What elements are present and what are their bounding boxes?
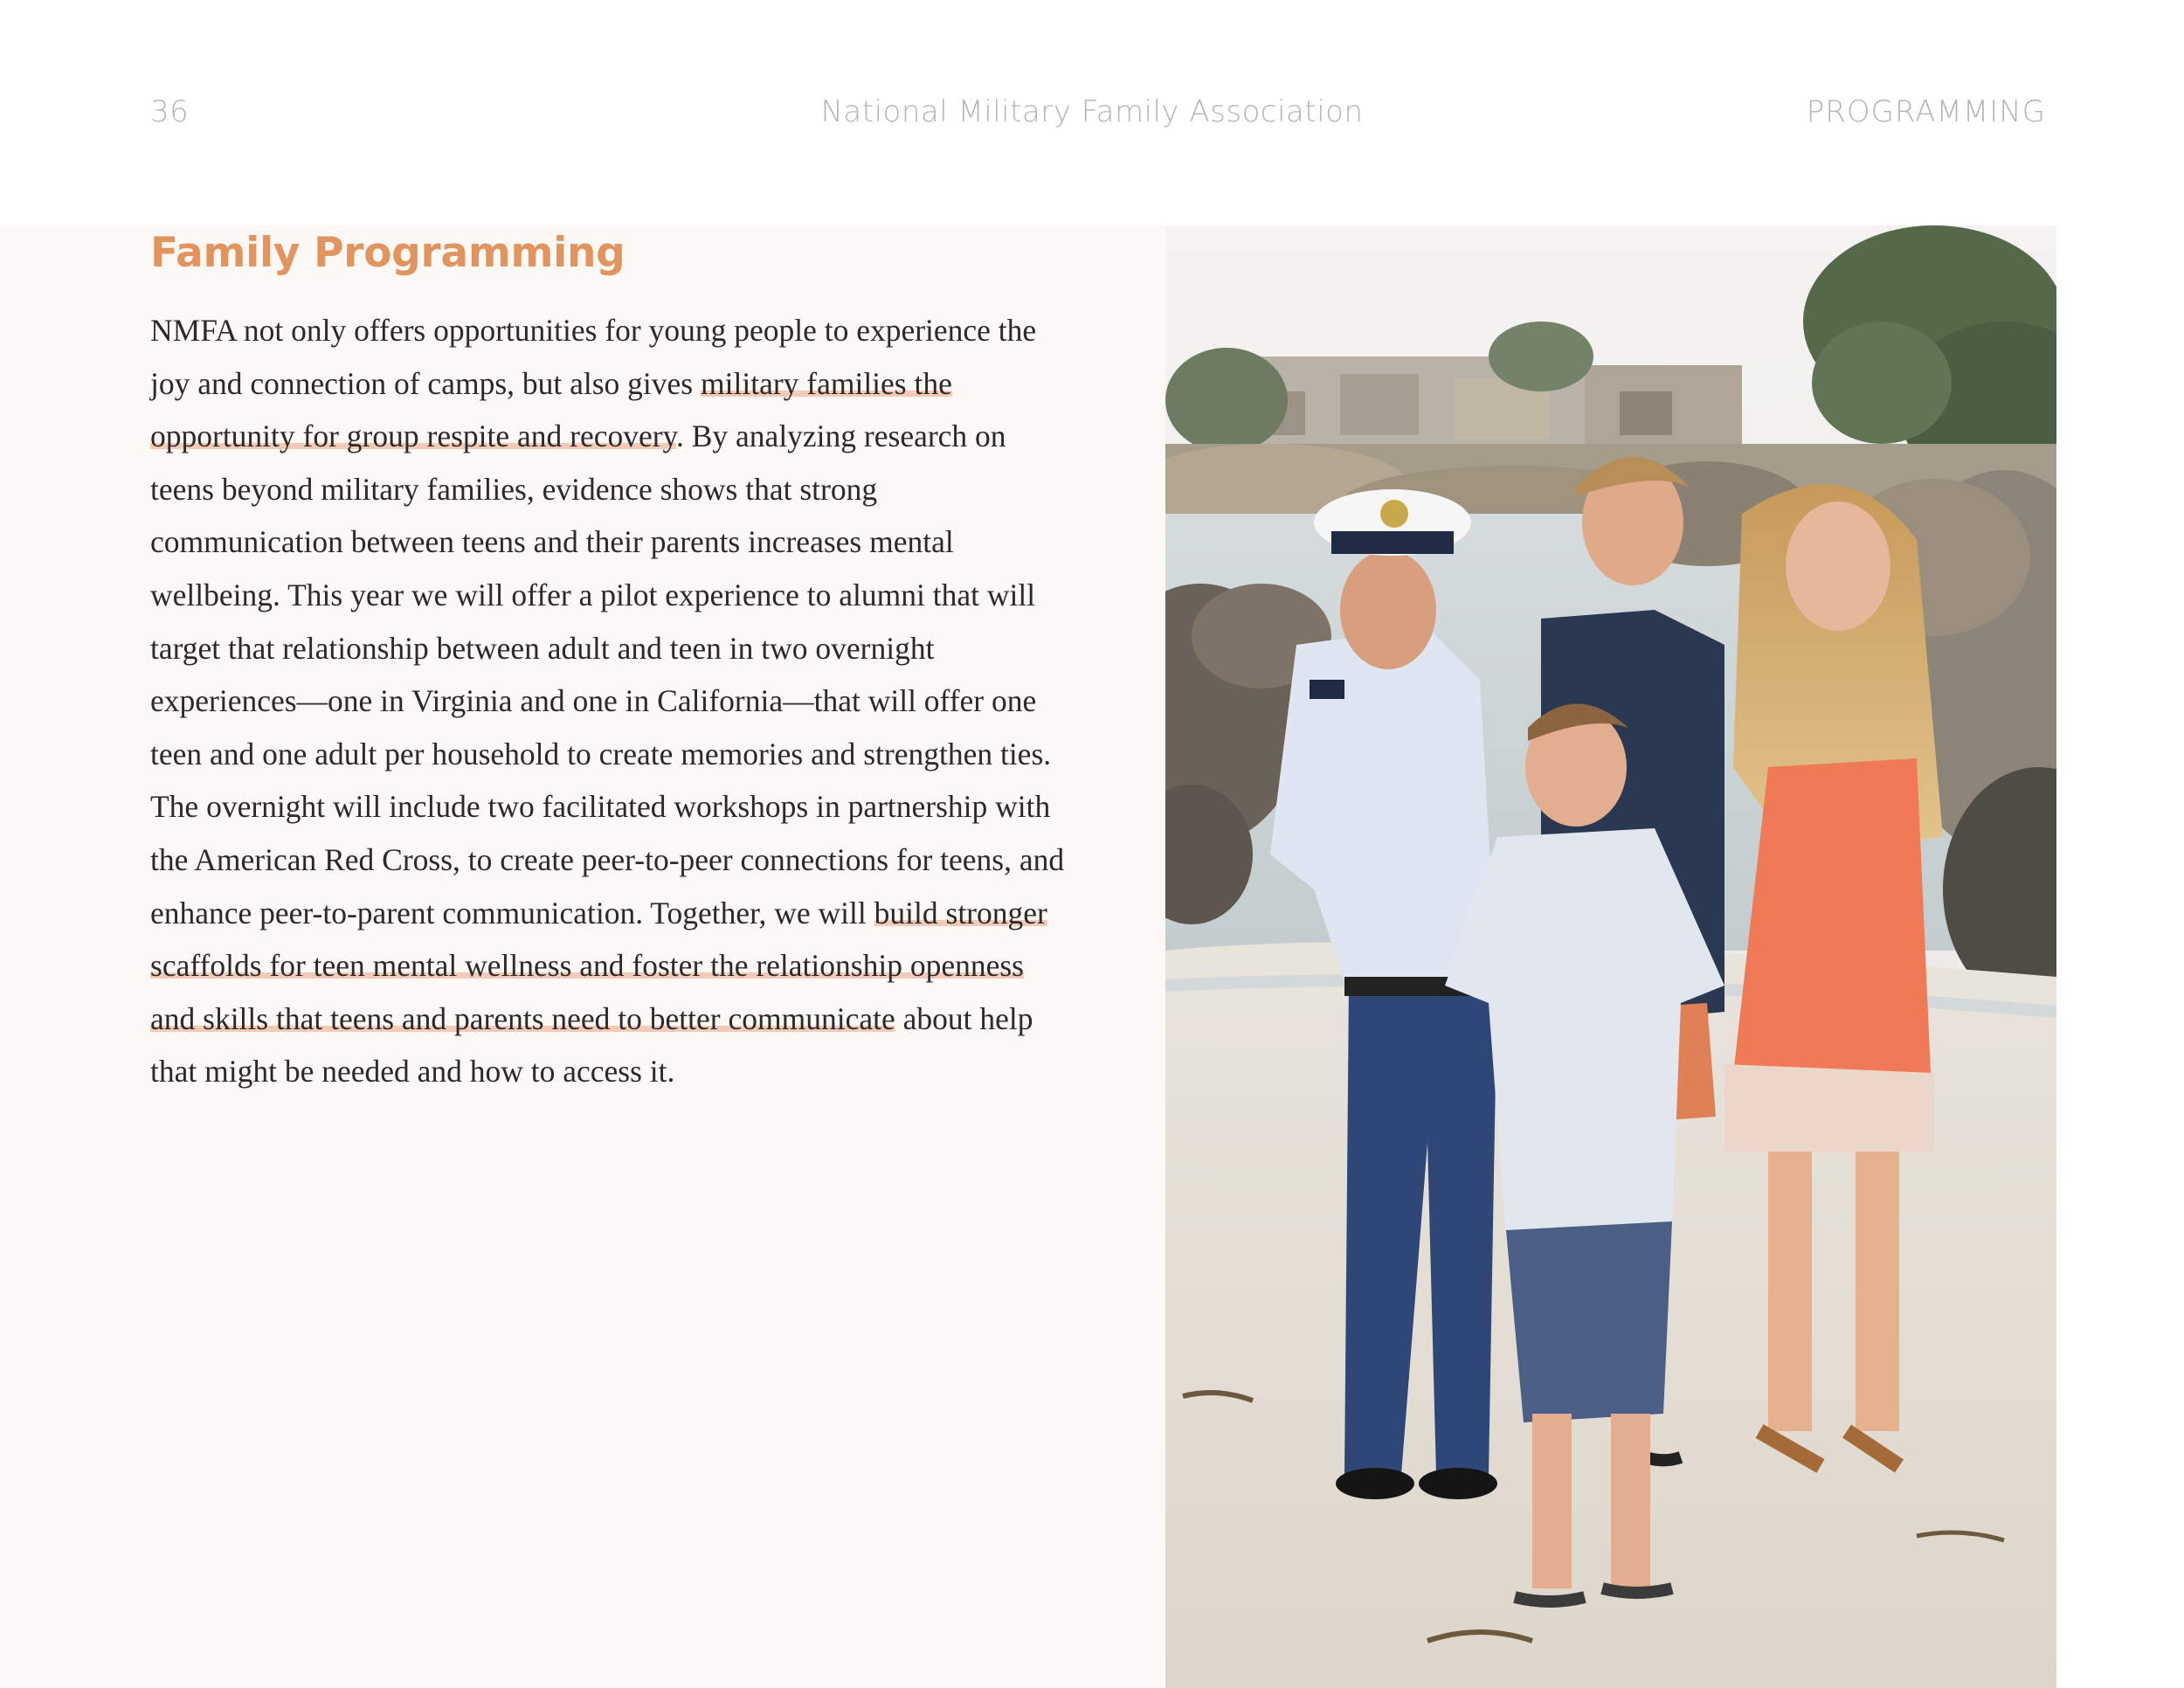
body-text-part: about help that might be needed and how to access it. — [150, 1000, 1033, 1090]
highlighted-text: military families the opportunity for group respite and recovery — [150, 365, 952, 454]
page-header — [0, 94, 2184, 138]
body-text-part: . By analyzing research on teens beyond military families, evidence shows that strong communication between teens and their parents increases mental wellbeing. This year we will offer a pilot experience to alumni that will target that relationship between adult and teen in two overnight experiences—one in Virginia and one in California—that will offer one teen and one adult per household to create memories and strengthen ties. The overnight will include two facilitated workshops in partnership with the American Red Cross, to create peer-to-peer connections for teens, and enhance peer-to-parent communication. Together, we will — [150, 419, 1065, 930]
section-label: PROGRAMMING — [1806, 94, 2046, 129]
family-beach-photo-illustration — [1165, 225, 2056, 1688]
page-number: 36 — [150, 94, 190, 129]
highlighted-text: build stronger scaffolds for teen mental wellness and foster the relationship openness and skills that teens and parents need to better communicate — [150, 895, 1047, 1036]
organization-name: National Military Family Association — [820, 94, 1364, 129]
article-body — [150, 304, 1076, 1098]
family-photo — [1165, 225, 2056, 1688]
article-heading: Family Programming — [150, 229, 625, 277]
body-text-part: NMFA not only offers opportunities for young people to experience the joy and connection of camps, but also gives — [150, 313, 1037, 401]
